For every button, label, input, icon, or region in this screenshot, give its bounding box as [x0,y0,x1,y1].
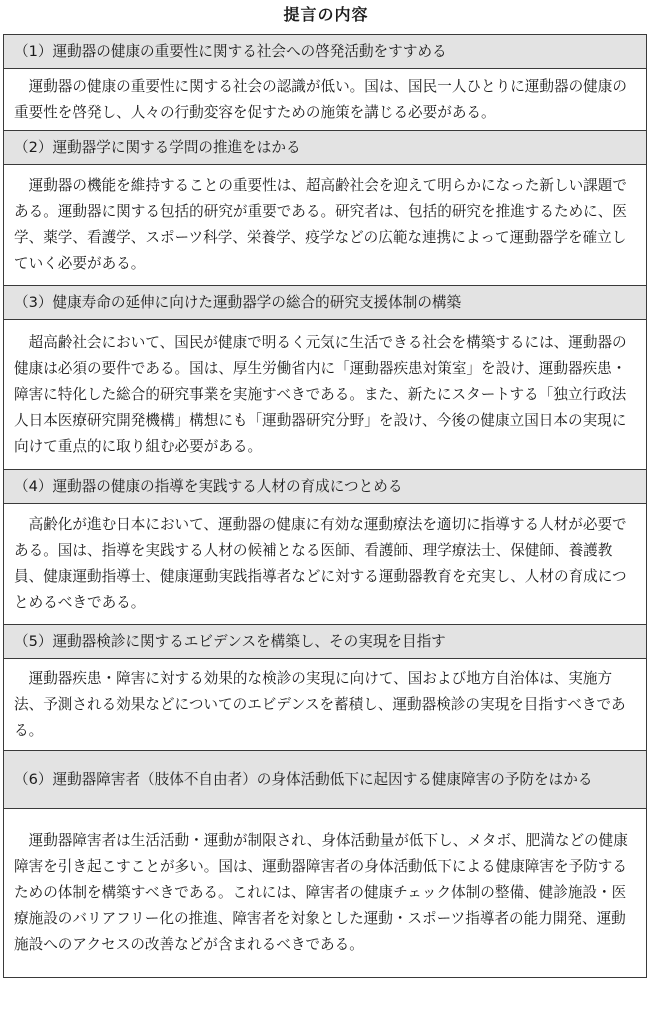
section-heading-text: （3）健康寿命の延伸に向けた運動器学の総合的研究支援体制の構築 [14,293,462,311]
section-heading-text: （4）運動器の健康の指導を実践する人材の育成につとめる [14,477,403,495]
section-heading-text: （5）運動器検診に関するエビデンスを構築し、その実現を目指す [14,632,446,650]
section-body-6 [4,809,646,977]
section-heading-4 [4,470,646,504]
section-body-text: 運動器の機能を維持することの重要性は、超高齢社会を迎えて明らかになった新しい課題である。運動器に関する包括的研究が重要である。研究者は、包括的研究を推進するために、医学、薬学、看護学、スポーツ科学、栄養学、疫学などの広範な連携によって運動器学を確立していく必要がある。 [14,177,627,272]
section-body-text: 運動器疾患・障害に対する効果的な検診の実現に向けて、国および地方自治体は、実施方法、予測される効果などについてのエビデンスを蓄積し、運動器検診の実現を目指すべきである。 [14,669,626,739]
section-body-text: 超高齢社会において、国民が健康で明るく元気に生活できる社会を構築するには、運動器の健康は必須の要件である。国は、厚生労働省内に「運動器疾患対策室」を設け、運動器疾患・障害に特化した総合的研究事業を実施すべきである。また、新たにスタートする「独立行政法人日本医療研究開発機構」構想にも「運動器研究分野」を設け、今後の健康立国日本の実現に向けて重点的に取り組む必要がある。 [14,333,627,455]
section-heading-3 [4,286,646,320]
section-heading-text: （6）運動器障害者（肢体不自由者）の身体活動低下に起因する健康障害の予防をはかる [14,770,593,788]
section-heading-5 [4,625,646,659]
section-body-text: 運動器の健康の重要性に関する社会の認識が低い。国は、国民一人ひとりに運動器の健康の重要性を啓発し、人々の行動変容を促すための施策を講じる必要がある。 [14,77,627,121]
section-heading-6 [4,751,646,809]
section-body-2 [4,165,646,286]
section-heading-text: （1）運動器の健康の重要性に関する社会への啓発活動をすすめる [14,42,447,60]
section-body-4 [4,504,646,625]
section-heading-text: （2）運動器学に関する学問の推進をはかる [14,138,301,156]
proposal-table [3,34,647,978]
section-body-5 [4,659,646,751]
section-body-1 [4,69,646,131]
section-body-text: 運動器障害者は生活活動・運動が制限され、身体活動量が低下し、メタボ、肥満などの健康障害を引き起こすことが多い。国は、運動器障害者の身体活動低下による健康障害を予防するための体制を構築すべきである。これには、障害者の健康チェック体制の整備、健診施設・医療施設のバリアフリー化の推進、障害者を対象とした運動・スポーツ指導者の能力開発、運動施設へのアクセスの改善などが含まれるべきである。 [14,832,628,953]
section-heading-2 [4,131,646,165]
section-heading-1 [4,35,646,69]
section-body-3 [4,320,646,470]
section-body-text: 高齢化が進む日本において、運動器の健康に有効な運動療法を適切に指導する人材が必要である。国は、指導を実践する人材の候補となる医師、看護師、理学療法士、保健師、養護教員、健康運動指導士、健康運動実践指導者などに対する運動器教育を充実し、人材の育成につとめるべきである。 [14,516,627,611]
document-title: 提言の内容 [283,5,369,24]
